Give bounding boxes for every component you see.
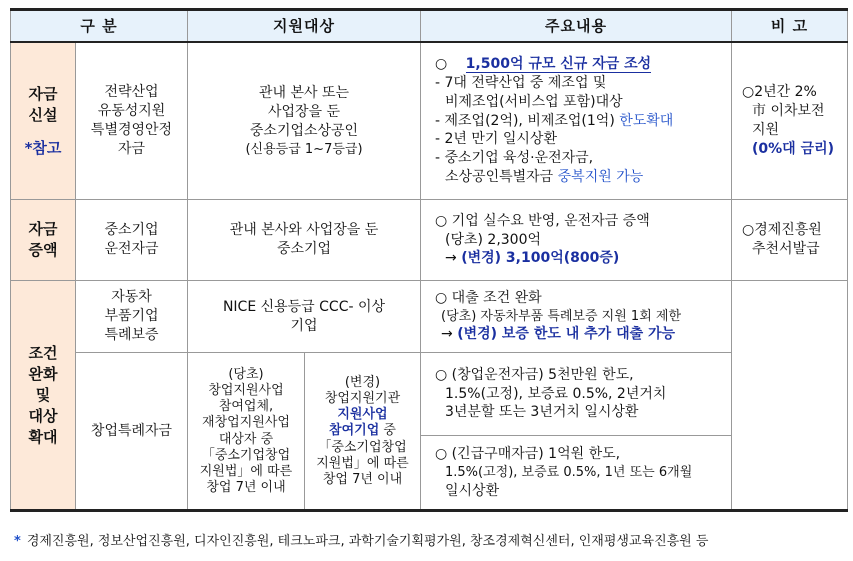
- target-line: 관내 본사 또는: [258, 84, 350, 101]
- target-startup-before: [187, 352, 305, 511]
- name-startup: [75, 352, 188, 511]
- remark-line: 市 이차보전: [752, 103, 825, 120]
- content-line: 3년분할 또는 3년거치 일시상환: [445, 404, 639, 421]
- target-line: 재창업지원사업: [202, 415, 290, 431]
- content-auto-parts: [420, 280, 732, 353]
- category-relax: [10, 280, 76, 511]
- target-line: 창업지원기관: [324, 390, 401, 406]
- content-item: [435, 93, 623, 112]
- target-startup-after: [304, 352, 421, 511]
- remark-line: (0%대 금리): [752, 140, 835, 157]
- name-increase: [75, 199, 188, 281]
- item-highlight: 한도확대: [619, 112, 674, 129]
- category-new-fund-note: *참고: [24, 138, 62, 157]
- target-line: 관내 본사와 사업장을 둔: [229, 222, 379, 239]
- target-line: NICE 신용등급 CCC- 이상: [222, 298, 386, 315]
- header-category: [10, 10, 188, 43]
- category-relax-line: 확대: [28, 428, 58, 446]
- content-line: ○ (긴급구매자금) 1억원 한도,: [435, 446, 621, 463]
- content-line: ○ 대출 조건 완화: [435, 289, 542, 306]
- footnote-star: *: [14, 534, 21, 549]
- target-tail: 중: [379, 423, 396, 439]
- target-line: 「중소기업창업: [201, 447, 291, 463]
- target-line: (당초): [228, 366, 264, 382]
- name-line: 운전자금: [104, 241, 159, 257]
- category-new-fund-line2: 신설: [28, 105, 58, 124]
- target-auto-parts: [187, 280, 421, 353]
- remark-line: 추천서발급: [752, 241, 820, 257]
- item-text: 소상공인특별자금: [445, 169, 558, 186]
- category-relax-line: 대상: [28, 407, 58, 425]
- content-highlight: (변경) 보증 한도 내 추가 대출 가능: [457, 326, 676, 343]
- name-line: 자금: [117, 140, 146, 157]
- name-line: 유동성지원: [97, 103, 166, 120]
- header-remark-label: 비 고: [770, 17, 809, 36]
- support-fund-table: [10, 10, 848, 511]
- headline-text: 1,500억 규모 신규 자금 조성: [465, 55, 652, 72]
- content-item: [435, 130, 557, 149]
- target-line: 창업 7년 이내: [322, 472, 403, 488]
- name-line: 자동차: [111, 289, 152, 306]
- item-text: - 2년 만기 일시상환: [435, 131, 557, 148]
- target-line: 사업장을 둔: [267, 103, 341, 120]
- target-line: 대상자 중: [218, 431, 274, 447]
- item-text: 비제조업(서비스업 포함)대상: [445, 93, 623, 110]
- target-line: 창업지원사업: [208, 382, 284, 398]
- name-line: 특례보증: [104, 326, 159, 343]
- remark-line: 지원: [752, 122, 780, 138]
- arrow: →: [445, 250, 462, 267]
- target-line: 중소기업소상공인: [249, 122, 359, 139]
- category-increase-line2: 증액: [28, 241, 58, 259]
- target-increase: [187, 199, 421, 281]
- target-line: 「중소기업창업: [318, 439, 407, 455]
- name-auto-parts: [75, 280, 188, 353]
- item-highlight: 중복지원 가능: [557, 169, 644, 186]
- name-new-fund: [75, 42, 188, 200]
- content-headline: [435, 55, 651, 74]
- footnote: [14, 530, 708, 549]
- target-line: (변경): [344, 374, 381, 390]
- remark-line: ○경제진흥원: [742, 222, 822, 239]
- category-new-fund-line1: 자금: [28, 84, 58, 103]
- arrow: →: [441, 326, 458, 343]
- item-text: - 중소기업 육성·운전자금,: [435, 150, 594, 167]
- content-line: 일시상환: [445, 482, 500, 499]
- target-line: 참여업체,: [218, 399, 274, 414]
- content-item: [435, 168, 643, 187]
- category-relax-line: 조건: [28, 344, 58, 362]
- content-line: ○ 기업 실수요 반영, 운전자금 증액: [435, 212, 650, 229]
- header-content: [420, 10, 732, 43]
- header-remark: [731, 10, 848, 43]
- remark-line: ○2년간 2%: [742, 84, 817, 101]
- name-line: 전략산업: [104, 84, 159, 101]
- target-line: [329, 423, 396, 439]
- table-bottom-rule: [10, 509, 848, 512]
- target-highlight: 참여기업: [329, 423, 380, 439]
- target-new-fund: [187, 42, 421, 200]
- target-line: 지원법」에 따른: [199, 464, 293, 479]
- header-target: [187, 10, 421, 43]
- content-new-fund: [420, 42, 732, 200]
- content-startup-emergency: [420, 435, 732, 511]
- item-text: - 제조업(2억), 비제조업(1억): [435, 112, 620, 129]
- content-item: [435, 112, 673, 131]
- content-item: [435, 74, 606, 93]
- content-startup-operating: [420, 352, 732, 436]
- category-increase-line1: 자금: [28, 220, 58, 238]
- target-line: 창업 7년 이내: [206, 480, 286, 496]
- content-line: [435, 325, 675, 344]
- target-highlight: 지원사업: [337, 407, 388, 423]
- bullet: ○: [435, 55, 448, 72]
- target-line: 지원법」에 따른: [316, 455, 409, 471]
- content-line: [435, 249, 619, 268]
- name-line: 중소기업: [104, 222, 159, 239]
- content-increase: [420, 199, 732, 281]
- target-line: (신용등급 1~7등급): [245, 141, 363, 157]
- table-top-rule: [10, 8, 848, 11]
- remark-increase: [731, 199, 848, 281]
- content-item: [435, 149, 593, 168]
- remark-relax-empty: [731, 280, 848, 511]
- remark-new-fund: [731, 42, 848, 200]
- table-header-rule: [10, 41, 848, 43]
- name-line: 특별경영안정: [90, 122, 173, 138]
- category-new-fund: [10, 42, 76, 200]
- content-highlight: (변경) 3,100억(800증): [461, 250, 620, 267]
- header-category-label: 구 분: [80, 17, 118, 36]
- category-relax-line: 완화: [28, 365, 58, 383]
- name-line: 창업특례자금: [90, 423, 173, 440]
- content-line: (당초) 자동차부품 특례보증 지원 1회 제한: [441, 308, 682, 324]
- content-line: 1.5%(고정), 보증료 0.5%, 1년 또는 6개월: [445, 465, 693, 481]
- content-line: (당초) 2,300억: [445, 231, 542, 248]
- header-content-label: 주요내용: [545, 17, 607, 36]
- content-line: ○ (창업운전자금) 5천만원 한도,: [435, 366, 634, 383]
- name-line: 부품기업: [104, 308, 159, 325]
- category-increase: [10, 199, 76, 281]
- footnote-text: 경제진흥원, 정보산업진흥원, 디자인진흥원, 테크노파크, 과학기술기획평가원, 창조경제혁신센터, 인재평생교육진흥원 등: [26, 534, 709, 549]
- header-target-label: 지원대상: [273, 17, 335, 36]
- category-relax-line: 및: [35, 386, 51, 404]
- item-text: - 7대 전략산업 중 제조업 및: [435, 74, 607, 91]
- target-line: 중소기업: [276, 241, 332, 257]
- target-line: 기업: [290, 317, 318, 334]
- content-line: 1.5%(고정), 보증료 0.5%, 2년거치: [445, 385, 667, 402]
